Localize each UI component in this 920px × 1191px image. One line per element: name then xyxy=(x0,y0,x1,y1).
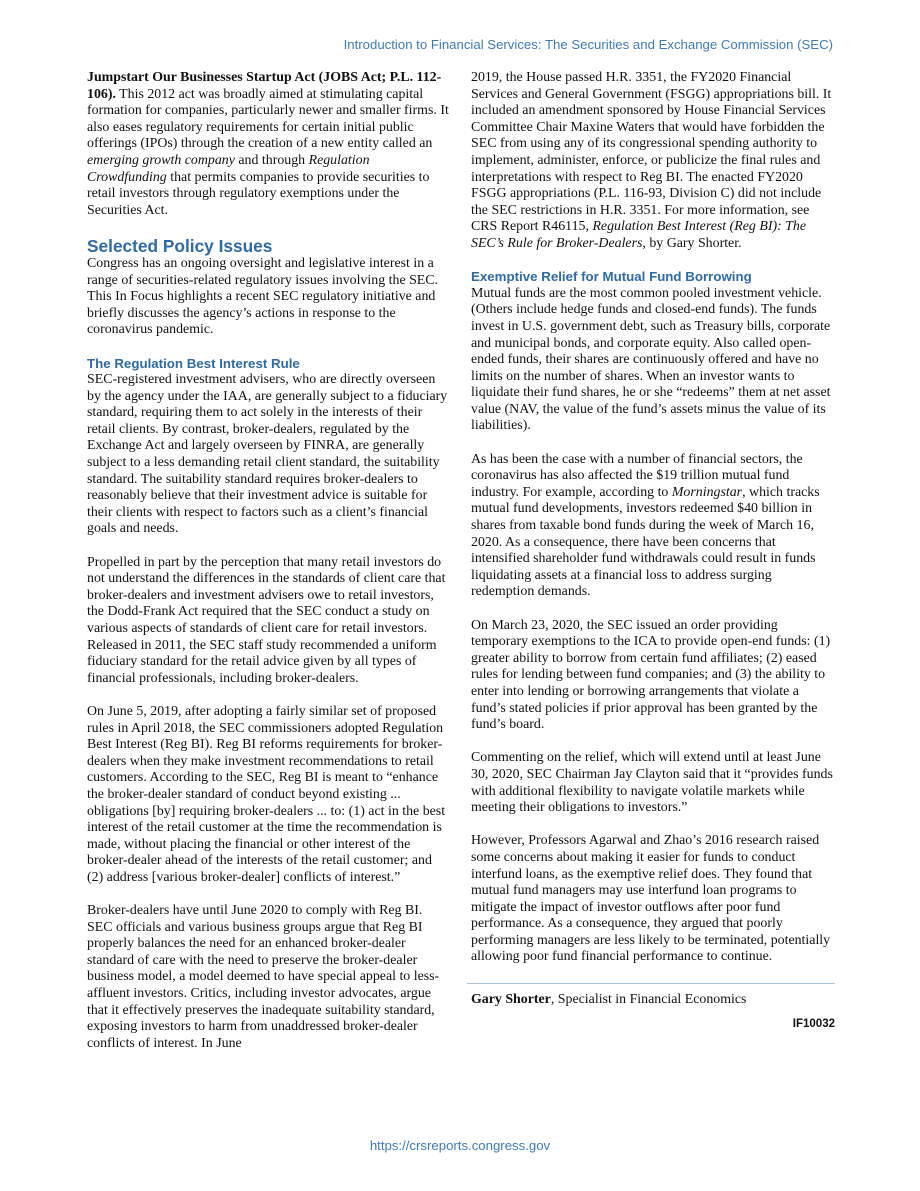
author-name: Gary Shorter xyxy=(471,991,551,1007)
jobs-act-title: Jumpstart Our Businesses Startup Act (JOBS Act; P.L. 112-106). xyxy=(87,70,442,102)
subsection-title-regbi: The Regulation Best Interest Rule xyxy=(87,355,300,371)
regbi-paragraph-1: SEC-registered investment advisers, who are directly overseen by the agency under the IAA, are generally subject to a fiduciary standard, requiring them to act solely in the interests of their retail clients. By contrast, broker-dealers, regulated by the Exchange Act and largely overseen by FINRA, are generally subject to a less demanding retail client standard, the suitability standard. The suitability standard requires broker-dealers to reasonably believe that their investment advice is suitable for their clients with respect to factors such as a client’s financial goals and needs. xyxy=(87,372,448,537)
mf-paragraph-3: On March 23, 2020, the SEC issued an order providing temporary exemptions to the ICA to provide open-end funds: (1) greater ability to borrow from certain fund affiliates; (2) eased rules for lending between fund companies; and (3) the ability to enter into lending or borrowing arrangements that violate a fund’s stated policies if prior approval has been granted by the fund’s board. xyxy=(471,617,831,733)
subsection-title-mutual-fund: Exemptive Relief for Mutual Fund Borrowing xyxy=(471,269,752,285)
author-title: , Specialist in Financial Economics xyxy=(550,991,747,1007)
regbi-paragraph-4: Broker-dealers have until June 2020 to comply with Reg BI. SEC officials and various business groups argue that Reg BI properly balances the need for an enhanced broker-dealer standard of care with the need to preserve the broker-dealer business model, a model deemed to have special appeal to less-affluent investors. Critics, including investor advocates, argue that it effectively preserves the inadequate suitability standard, exposing investors to harm from unaddressed broker-dealer conflicts of interest. In June xyxy=(87,903,440,1051)
jobs-act-paragraph: Jumpstart Our Businesses Startup Act (JOBS Act; P.L. 112-106). This 2012 act was broadly aimed at stimulating capital formation for companies, particularly newer and smaller firms. It also eases regulatory requirements for certain initial public offerings (IPOs) through the creation of a new entity called an emerging growth company and through Regulation Crowdfunding that permits companies to provide securities to retail investors through regulatory exemptions under the Securities Act. xyxy=(87,70,449,218)
policy-intro-paragraph: Congress has an ongoing oversight and legislative interest in a range of securities-related regulatory issues involving the SEC. This In Focus highlights a recent SEC regulatory initiative and briefly discusses the agency’s actions in response to the coronavirus pandemic. xyxy=(87,255,439,338)
mf-paragraph-2: As has been the case with a number of financial sectors, the coronavirus has also affected the $19 trillion mutual fund industry. For example, according to Morningstar, which tracks mutual fund developments, investors redeemed $40 billion in shares from taxable bond funds during the week of March 16, 2020. As a consequence, there have been concerns that intensified shareholder fund withdrawals could result in funds liquidating assets at a financial loss to address surging redemption demands. xyxy=(471,451,820,600)
regbi-paragraph-3: On June 5, 2019, after adopting a fairly similar set of proposed rules in April 2018, the SEC commissioners adopted Regulation Best Interest (Reg BI). Reg BI reforms requirements for broker-dealers when they make investment recommendations to retail customers. According to the SEC, Reg BI is meant to “enhance the broker-dealer standard of conduct beyond existing ... obligations [by] requiring broker-dealers ... to: (1) act in the best interest of the retail customer at the time the recommendation is made, without placing the financial or other interest of the broker-dealer ahead of the interests of the retail customer; and (2) address [various broker-dealer] conflicts of interest.” xyxy=(87,703,446,885)
mf-paragraph-1: Mutual funds are the most common pooled investment vehicle. (Others include hedge funds and closed-end funds). The funds invest in U.S. government debt, such as Treasury bills, corporate and municipal bonds, and corporate equity. Also called open-ended funds, their shares are continuously offered and have no limits on the number of shares. When an investor wants to liquidate their fund shares, he or she “redeems” them at net asset value (NAV, the value of the fund’s assets minus the value of its liabilities). xyxy=(471,285,831,434)
author-divider xyxy=(467,983,835,984)
report-number: IF10032 xyxy=(792,1018,835,1031)
regbi-continuation-paragraph: 2019, the House passed H.R. 3351, the FY2020 Financial Services and General Government (FSGG) appropriations bill. It included an amendment sponsored by House Financial Services Committee Chair Maxine Waters that would have forbidden the SEC from using any of its congressional spending authority to implement, administer, enforce, or publicize the final rules and interpretations with respect to Reg BI. The enacted FY2020 FSGG appropriations (P.L. 116-93, Division C) did not include the SEC restrictions in H.R. 3351. For more information, see CRS Report R46115, Regulation Best Interest (Reg BI): The SEC’s Rule for Broker-Dealers, by Gary Shorter. xyxy=(471,70,832,251)
regbi-paragraph-2: Propelled in part by the perception that many retail investors do not understand the differences in the standards of client care that broker-dealers and investment advisers owe to retail investors, the Dodd-Frank Act required that the SEC conduct a study on various aspects of standards of client care for retail investors. Released in 2011, the SEC staff study recommended a uniform fiduciary standard for the retail advice given by all types of financial professionals, including broker-dealers. xyxy=(87,554,446,686)
author-line xyxy=(471,992,835,1009)
running-header: Introduction to Financial Services: The Securities and Exchange Commission (SEC) xyxy=(343,37,833,52)
footer-url-link[interactable]: https://crsreports.congress.gov xyxy=(369,1138,551,1153)
crs-report-title: Regulation Best Interest (Reg BI): The SEC’s Rule for Broker-Dealers xyxy=(471,219,807,251)
mf-paragraph-5: However, Professors Agarwal and Zhao’s 2016 research raised some concerns about making it easier for funds to conduct interfund loans, as the exemptive relief does. They found that mutual fund managers may use interfund loan programs to mitigate the impact of investor outflows after poor fund performance. As a consequence, they argued that poorly performing managers are less likely to be terminated, potentially allowing poor fund financial performance to continue. xyxy=(471,833,831,965)
mf-paragraph-4: Commenting on the relief, which will extend until at least June 30, 2020, SEC Chairman Jay Clayton said that it “provides funds with additional flexibility to navigate volatile markets while meeting their obligations to investors.” xyxy=(471,750,833,816)
right-column xyxy=(471,70,835,1033)
left-column xyxy=(87,70,451,1069)
section-title-policy-issues: Selected Policy Issues xyxy=(87,235,273,256)
